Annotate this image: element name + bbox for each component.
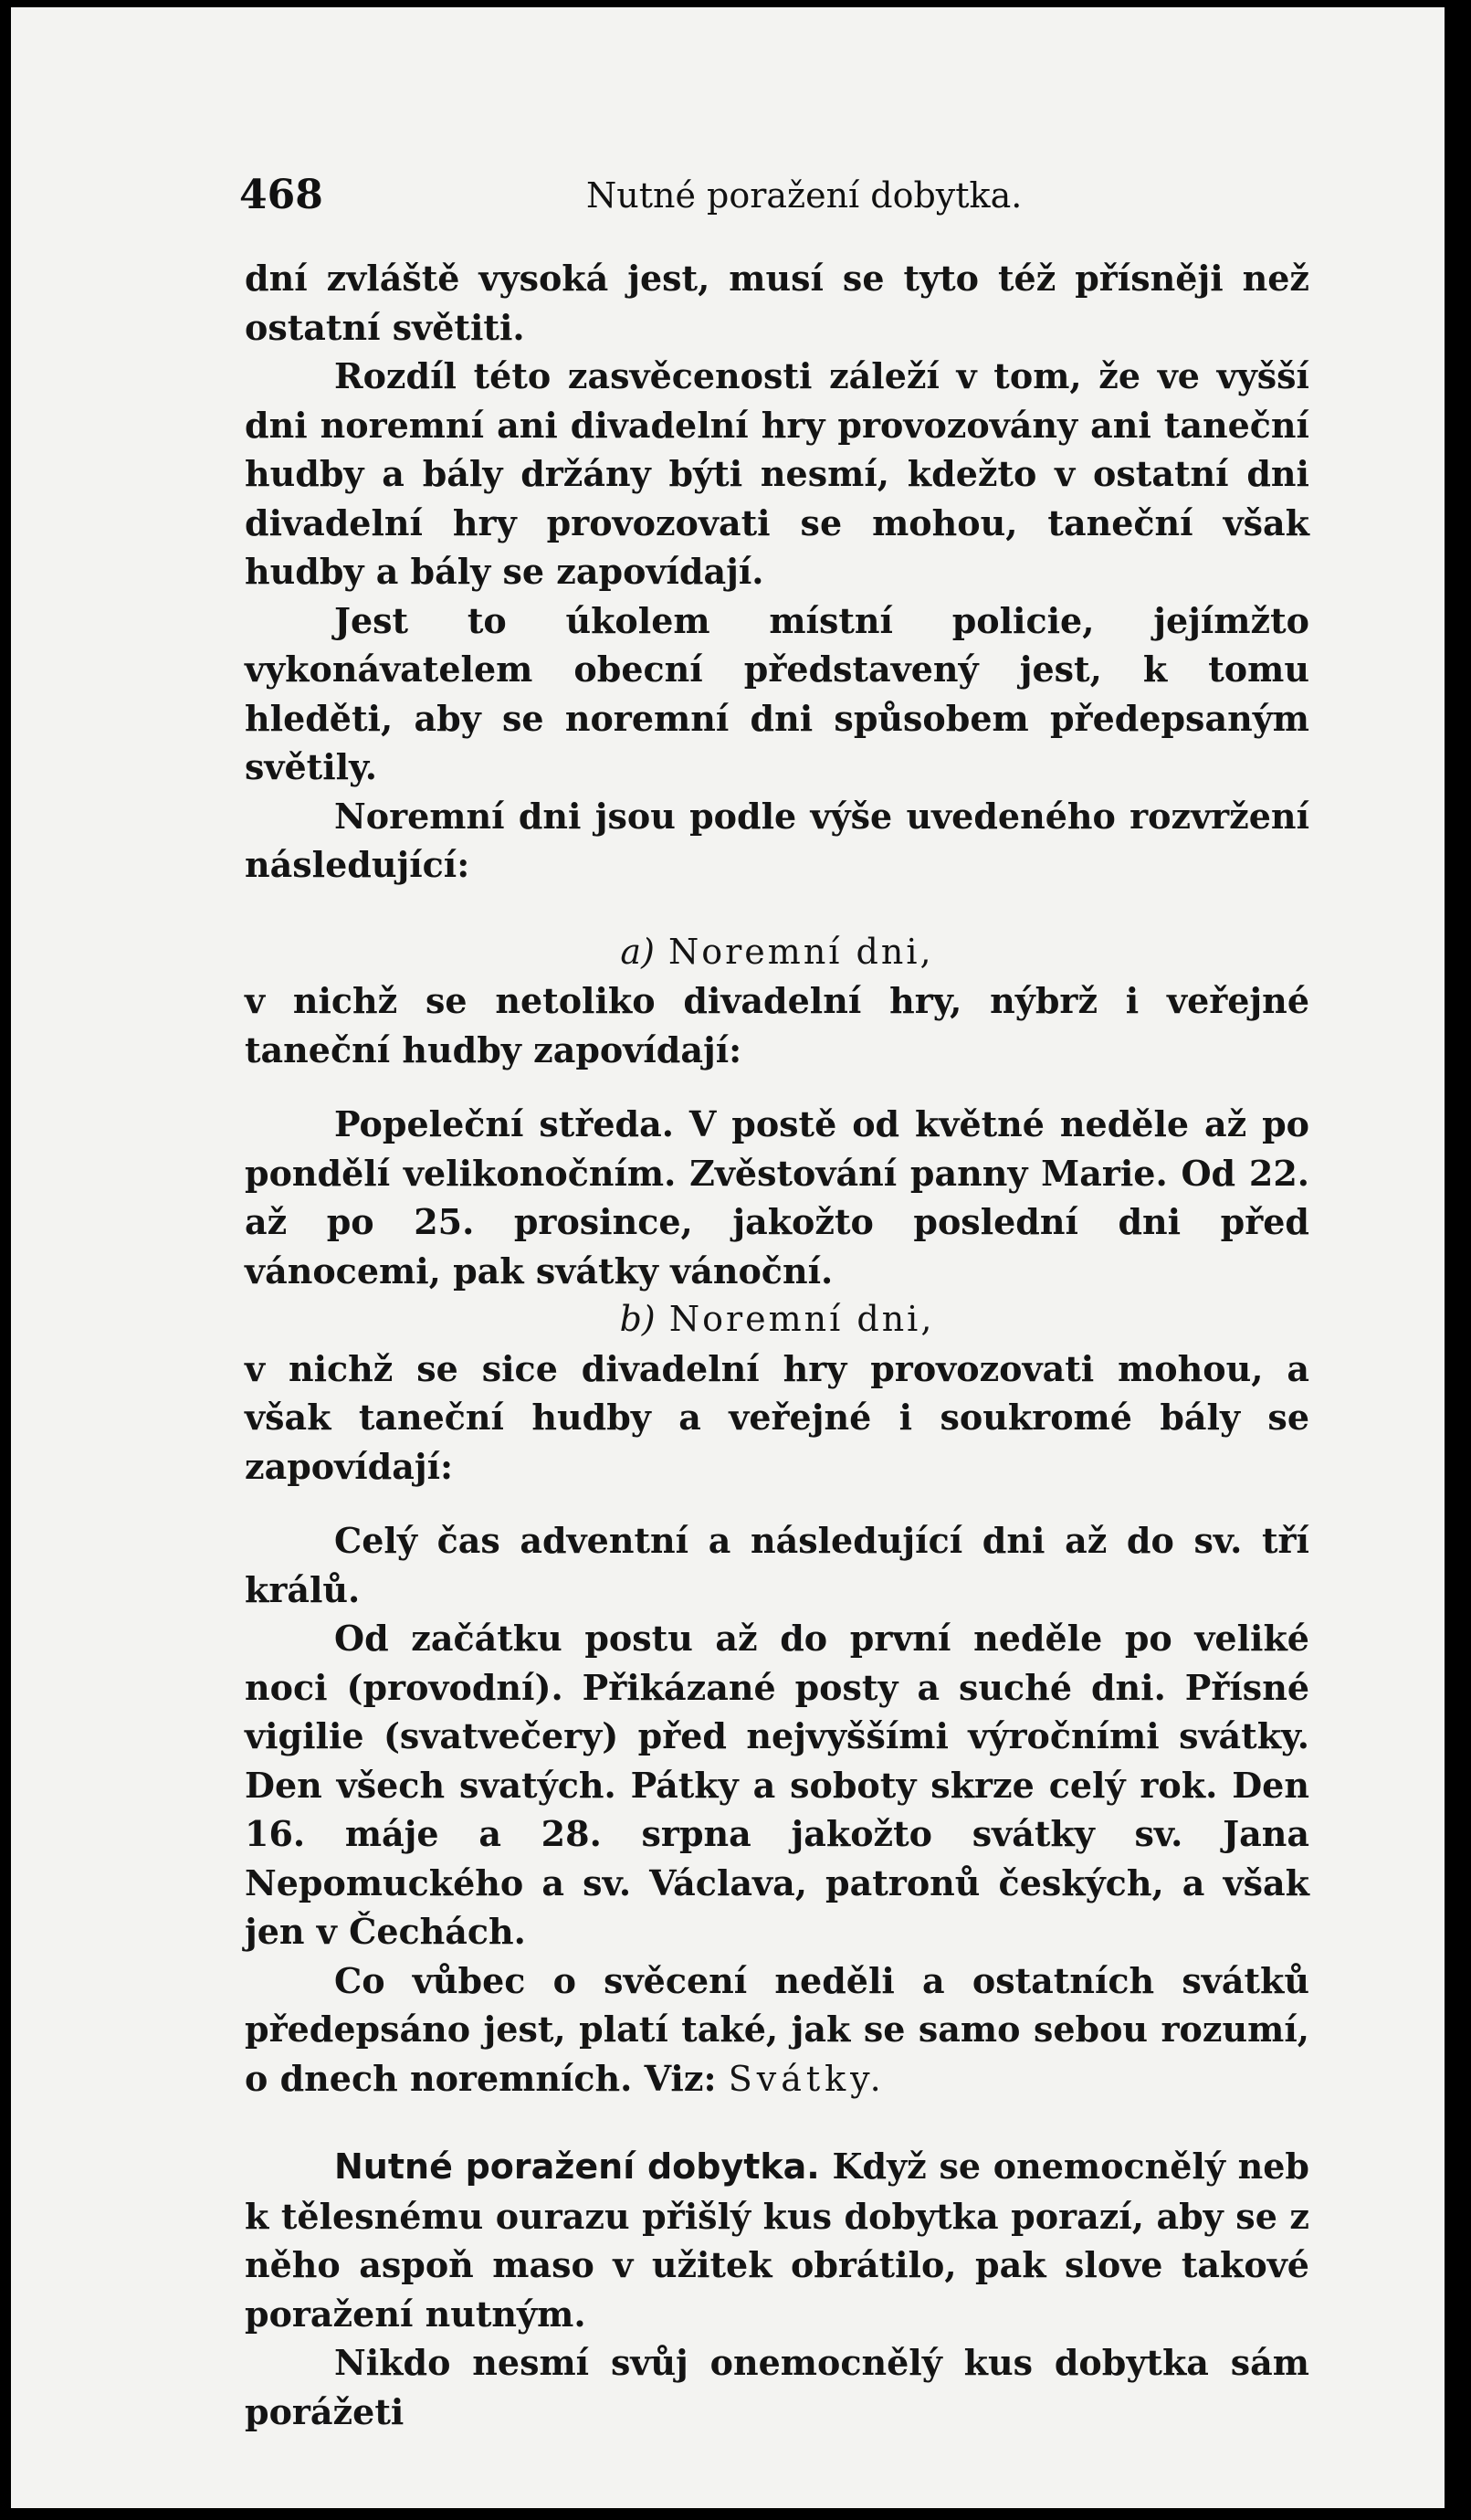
paragraph-b-days: Od začátku postu až do první neděle po veliké noci (provodní). Přikázané posty a suché dni. Přísné vigilie (svatvečery) před nejvyššími výročními svátky. Den všech svatých. Pátky a soboty skrze celý rok. Den 16. máje a 28. srpna jakožto svátky sv. Jana Nepomuckého a sv. Václava, patronů českých, a však jen v Čechách. xyxy=(245,1618,1309,1952)
paragraph-list-intro: Noremní dni jsou podle výše uvedeného rozvržení následující: xyxy=(245,795,1309,885)
paragraph-police: Jest to úkolem místní policie, jejímžto vykonávatelem obecní představený jest, k tomu hleděti, aby se noremní dni spůsobem předepsaným světily. xyxy=(245,599,1309,787)
paragraph-final: Nikdo nesmí svůj onemocnělý kus dobytka sám porážeti xyxy=(245,2342,1309,2432)
paragraph-continuation: dní zvláště vysoká jest, musí se tyto též přísněji než ostatní světiti. xyxy=(245,258,1309,348)
section-title-b: Noremní dni, xyxy=(668,1299,935,1339)
paragraph-b-description: v nichž se sice divadelní hry provozovati mohou, a však taneční hudby a veřejné i soukromé bály se zapovídají: xyxy=(245,1347,1309,1487)
section-title-a: Noremní dni, xyxy=(668,931,934,972)
paragraph-general xyxy=(245,1956,1309,2104)
paragraph-difference: Rozdíl této zasvěcenosti záleží v tom, že ve vyšší dni noremní ani divadelní hry provozovány ani taneční hudby a bály držány býti nesmí, kdežto v ostatní dni divadelní hry provozovati se mohou, taneční však hudby a bály se zapovídají. xyxy=(245,355,1309,592)
entry-term: Nutné poražení dobytka. xyxy=(334,2146,820,2187)
page-body xyxy=(245,254,1309,2436)
section-heading-a xyxy=(245,928,1309,977)
paragraph-a-description: v nichž se netoliko divadelní hry, nýbrž i veřejné taneční hudby zapovídají: xyxy=(245,980,1309,1070)
cross-reference: Svátky. xyxy=(728,2058,886,2099)
paragraph-general-text: Co vůbec o svěcení neděli a ostatních svátků předepsáno jest, platí také, jak se samo sebou rozumí, o dnech noremních. Viz: xyxy=(245,1959,1309,2099)
book-page xyxy=(11,7,1457,2508)
paragraph-b-advent: Celý čas adventní a následující dni až do sv. tří králů. xyxy=(245,1520,1309,1610)
section-letter-b: b) xyxy=(619,1299,656,1339)
page-header xyxy=(239,172,1308,227)
entry-definition: Když se onemocnělý neb k tělesnému ourazu přišlý kus dobytka porazí, aby se z něho aspoň maso v užitek obrátilo, pak slove takové poražení nutným. xyxy=(245,2146,1310,2335)
running-title: Nutné poražení dobytka. xyxy=(586,175,1023,216)
entry-slaughter xyxy=(245,2142,1309,2338)
section-letter-a: a) xyxy=(620,931,655,972)
page-edge-shadow xyxy=(1445,7,1457,2508)
page-number: 468 xyxy=(239,172,323,218)
section-heading-b xyxy=(245,1295,1309,1344)
paragraph-a-days: Popeleční středa. V postě od květné neděle až po pondělí velikonočním. Zvěstování panny Marie. Od 22. až po 25. prosince, jakožto poslední dni před vánocemi, pak svátky vánoční. xyxy=(245,1103,1309,1292)
